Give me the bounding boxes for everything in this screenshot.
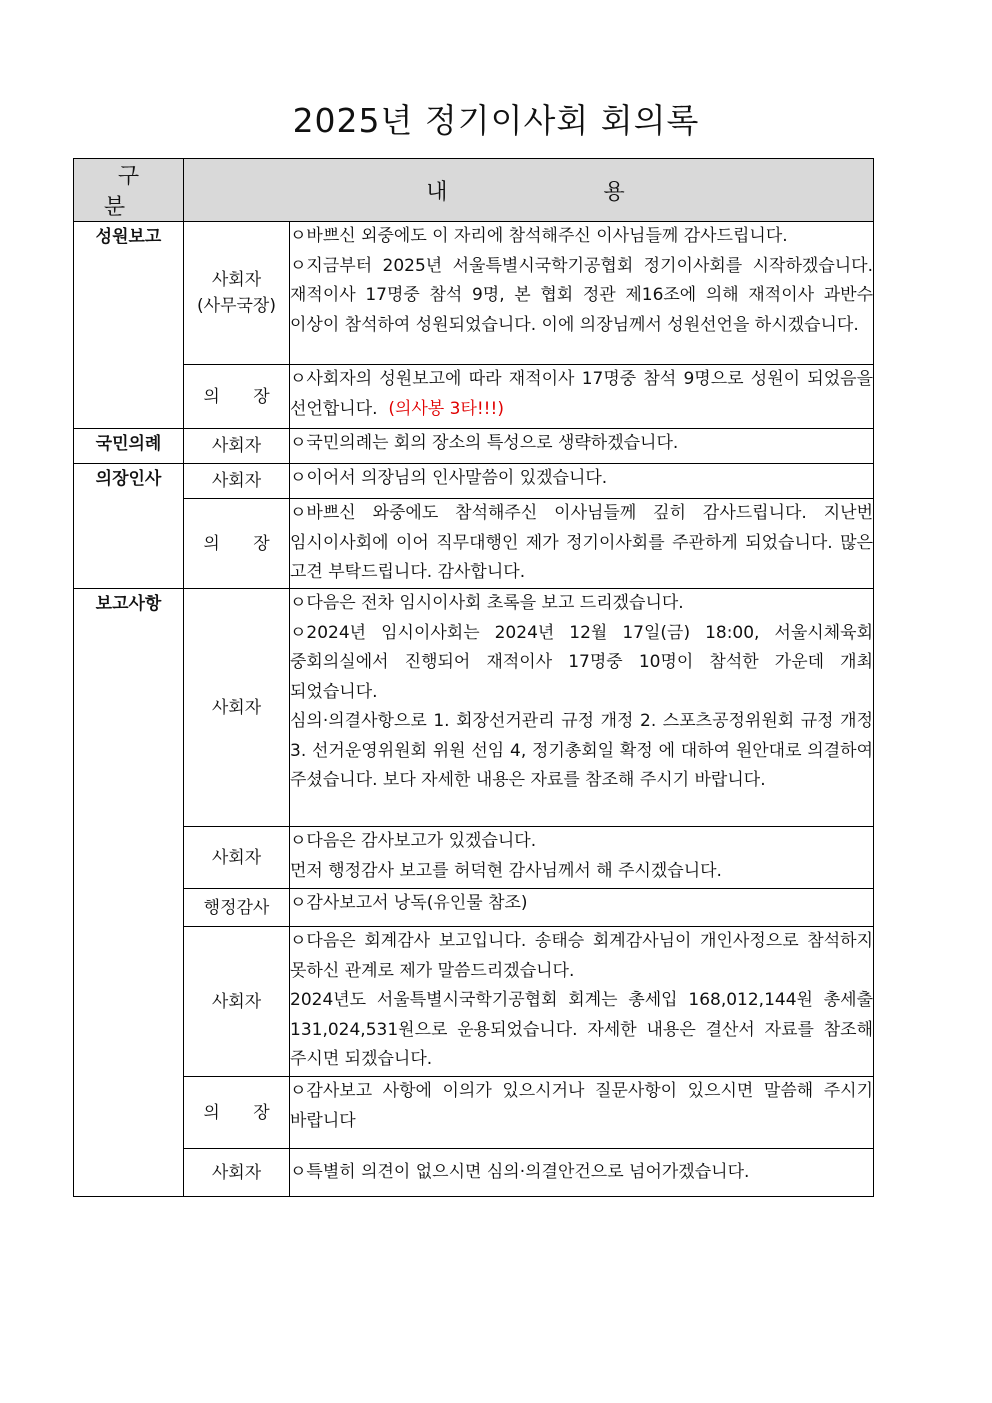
table-row bbox=[74, 1077, 874, 1149]
category-cell: 성원보고 bbox=[74, 222, 184, 429]
category-cell: 보고사항 bbox=[74, 589, 184, 1197]
role-cell: 의 장 bbox=[184, 499, 290, 589]
table-row bbox=[74, 827, 874, 889]
header-category: 구 분 bbox=[74, 159, 184, 222]
role-cell: 행정감사 bbox=[184, 889, 290, 927]
table-row bbox=[74, 365, 874, 429]
content-cell: ㅇ바쁘신 와중에도 참석해주신 이사님들께 깊히 감사드립니다. 지난번 임시이사회에 이어 직무대행인 제가 정기이사회를 주관하게 되었습니다. 많은 고견 부탁드립니다. 감사합니다. bbox=[290, 499, 874, 589]
content-cell: ㅇ국민의례는 회의 장소의 특성으로 생략하겠습니다. bbox=[290, 429, 874, 464]
table-row bbox=[74, 429, 874, 464]
content-cell: ㅇ사회자의 성원보고에 따라 재적이사 17명중 참석 9명으로 성원이 되었음을 선언합니다. (의사봉 3타!!!) bbox=[290, 365, 874, 429]
table-row bbox=[74, 222, 874, 365]
content-cell: ㅇ바쁘신 외중에도 이 자리에 참석해주신 이사님들께 감사드립니다. ㅇ지금부터 2025년 서울특별시국학기공협회 정기이사회를 시작하겠습니다. 재적이사 17명중 참석 9명, 본 협회 정관 제16조에 의해 재적이사 과반수 이상이 참석하여 성원되었습니다. 이에 의장님께서 성원선언을 하시겠습니다. bbox=[290, 222, 874, 365]
role-cell: 의 장 bbox=[184, 365, 290, 429]
table-row bbox=[74, 499, 874, 589]
content-cell: ㅇ다음은 감사보고가 있겠습니다. 먼저 행정감사 보고를 허덕현 감사님께서 해 주시겠습니다. bbox=[290, 827, 874, 889]
gavel-note: (의사봉 3타!!!) bbox=[388, 398, 504, 419]
category-cell: 의장인사 bbox=[74, 464, 184, 589]
minutes-table bbox=[73, 158, 874, 1197]
role-cell: 사회자 bbox=[184, 1149, 290, 1197]
role-cell: 의 장 bbox=[184, 1077, 290, 1149]
category-cell: 국민의례 bbox=[74, 429, 184, 464]
role-cell: 사회자 (사무국장) bbox=[184, 222, 290, 365]
header-content: 내 용 bbox=[184, 159, 874, 222]
role-cell: 사회자 bbox=[184, 827, 290, 889]
content-cell: ㅇ감사보고서 낭독(유인물 참조) bbox=[290, 889, 874, 927]
role-cell: 사회자 bbox=[184, 429, 290, 464]
content-cell: ㅇ특별히 의견이 없으시면 심의·의결안건으로 넘어가겠습니다. bbox=[290, 1149, 874, 1197]
document-title: 2025년 정기이사회 회의록 bbox=[292, 101, 700, 140]
table-row bbox=[74, 464, 874, 499]
content-cell: ㅇ이어서 의장님의 인사말씀이 있겠습니다. bbox=[290, 464, 874, 499]
table-row bbox=[74, 927, 874, 1077]
table-header-row bbox=[74, 159, 874, 222]
role-cell: 사회자 bbox=[184, 464, 290, 499]
table-row bbox=[74, 1149, 874, 1197]
role-cell: 사회자 bbox=[184, 589, 290, 827]
content-cell: ㅇ다음은 전차 임시이사회 초록을 보고 드리겠습니다. ㅇ2024년 임시이사회는 2024년 12월 17일(금) 18:00, 서울시체육회 중회의실에서 진행되어 재적이사 17명중 10명이 참석한 가운데 개최 되었습니다. 심의·의결사항으로 1. 회장선거관리 규정 개정 2. 스포츠공정위원회 규정 개정 3. 선거운영위원회 위원 선임 4, 정기총회일 확정 에 대하여 원안대로 의결하여 주셨습니다. 보다 자세한 내용은 자료를 참조해 주시기 바랍니다. bbox=[290, 589, 874, 827]
role-cell: 사회자 bbox=[184, 927, 290, 1077]
content-cell: ㅇ감사보고 사항에 이의가 있으시거나 질문사항이 있으시면 말씀해 주시기 바랍니다 bbox=[290, 1077, 874, 1149]
table-row bbox=[74, 589, 874, 827]
content-cell: ㅇ다음은 회계감사 보고입니다. 송태승 회계감사님이 개인사정으로 참석하지 못하신 관계로 제가 말씀드리겠습니다. 2024년도 서울특별시국학기공협회 회계는 총세입 168,012,144원 총세출 131,024,531원으로 운용되었습니다. 자세한 내용은 결산서 자료를 참조해 주시면 되겠습니다. bbox=[290, 927, 874, 1077]
table-row bbox=[74, 889, 874, 927]
